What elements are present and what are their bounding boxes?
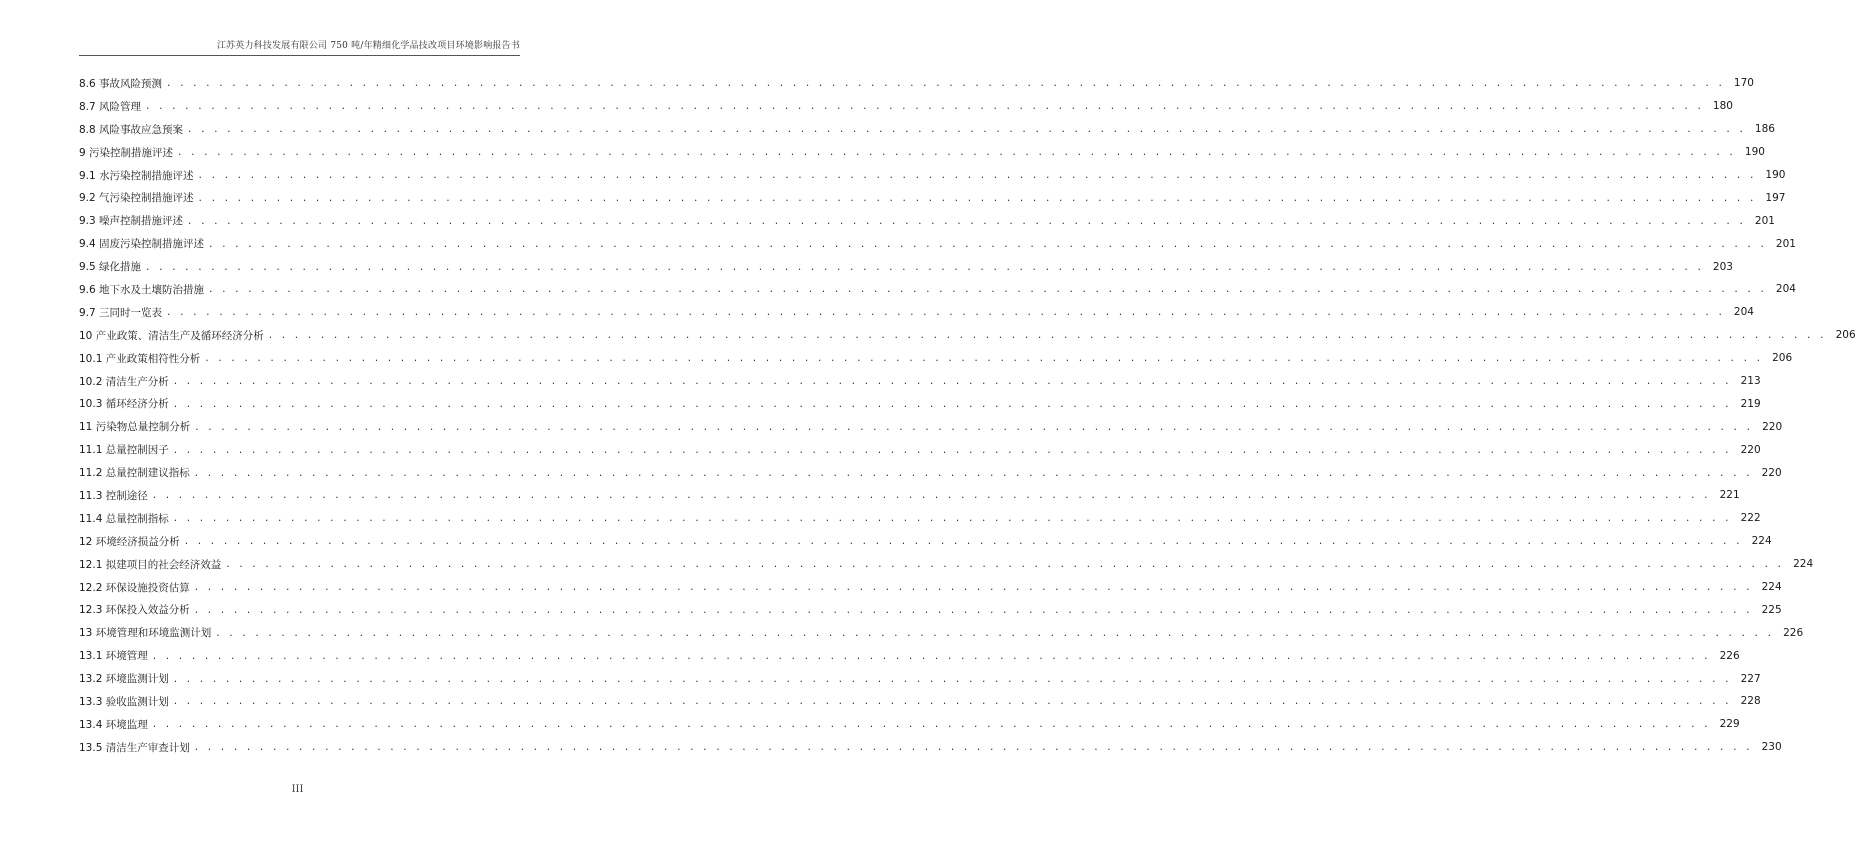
toc-dot-leader: . . . . . . . . . . . . . . . . . . . . . . . . . . . . . . . . . . . . . . . . . . . . . . . . . . . . . . . . . . . . . . . . . . . . . . . . . . . . . . . . . . . . . . . . . . . . . . . . . . . . . . . . . . . . . . . . . . . . . . . . xyxy=(197,193,1756,204)
toc-dot-leader: . . . . . . . . . . . . . . . . . . . . . . . . . . . . . . . . . . . . . . . . . . . . . . . . . . . . . . . . . . . . . . . . . . . . . . . . . . . . . . . . . . . . . . . . . . . . . . . . . . . . . . . . . . . . . . . . . . . . . . . . xyxy=(166,308,1724,319)
toc-entry-page: 227 xyxy=(1740,672,1761,685)
toc-dot-leader: . . . . . . . . . . . . . . . . . . . . . . . . . . . . . . . . . . . . . . . . . . . . . . . . . . . . . . . . . . . . . . . . . . . . . . . . . . . . . . . . . . . . . . . . . . . . . . . . . . . . . . . . . . . . . . . . . . . . . . . . xyxy=(197,171,1756,181)
toc-entry-page: 213 xyxy=(1740,375,1761,388)
toc-dot-leader: . . . . . . . . . . . . . . . . . . . . . . . . . . . . . . . . . . . . . . . . . . . . . . . . . . . . . . . . . . . . . . . . . . . . . . . . . . . . . . . . . . . . . . . . . . . . . . . . . . . . . . . . . . . . . . . . . . . . . . . . xyxy=(145,262,1703,273)
toc-entry[interactable] xyxy=(79,484,1740,507)
table-of-contents xyxy=(79,72,1856,759)
toc-entry[interactable] xyxy=(79,347,1793,370)
toc-entry[interactable] xyxy=(79,576,1782,599)
toc-dot-leader: . . . . . . . . . . . . . . . . . . . . . . . . . . . . . . . . . . . . . . . . . . . . . . . . . . . . . . . . . . . . . . . . . . . . . . . . . . . . . . . . . . . . . . . . . . . . . . . . . . . . . . . . . . . . . . . . . . . . . . . . xyxy=(193,468,1752,479)
toc-entry-title: 9.7 三同时一览表 xyxy=(79,306,163,319)
toc-dot-leader: . . . . . . . . . . . . . . . . . . . . . . . . . . . . . . . . . . . . . . . . . . . . . . . . . . . . . . . . . . . . . . . . . . . . . . . . . . . . . . . . . . . . . . . . . . . . . . . . . . . . . . . . . . . . . . . . . . . . . . . . xyxy=(151,651,1710,662)
toc-entry-page: 203 xyxy=(1712,260,1733,273)
toc-entry-title: 12 环境经济损益分析 xyxy=(79,535,180,548)
toc-dot-leader: . . . . . . . . . . . . . . . . . . . . . . . . . . . . . . . . . . . . . . . . . . . . . . . . . . . . . . . . . . . . . . . . . . . . . . . . . . . . . . . . . . . . . . . . . . . . . . . . . . . . . . . . . . . . . . . . . . . . . . . . xyxy=(204,354,1763,365)
toc-entry[interactable] xyxy=(79,141,1765,164)
toc-entry-page: 190 xyxy=(1765,169,1786,181)
toc-entry-title: 8.6 事故风险预测 xyxy=(79,77,163,90)
toc-entry-title: 12.2 环保设施投资估算 xyxy=(79,581,190,594)
toc-entry-title: 9.2 气污染控制措施评述 xyxy=(79,192,194,205)
toc-entry[interactable] xyxy=(79,232,1796,255)
toc-entry-page: 204 xyxy=(1775,283,1796,296)
toc-entry[interactable] xyxy=(79,598,1782,621)
toc-dot-leader: . . . . . . . . . . . . . . . . . . . . . . . . . . . . . . . . . . . . . . . . . . . . . . . . . . . . . . . . . . . . . . . . . . . . . . . . . . . . . . . . . . . . . . . . . . . . . . . . . . . . . . . . . . . . . . . . . . . . . . . . xyxy=(172,445,1731,456)
toc-entry-title: 12.3 环保投入效益分析 xyxy=(79,604,190,617)
toc-entry-title: 13.5 清洁生产审查计划 xyxy=(79,741,190,754)
toc-entry[interactable] xyxy=(79,667,1761,690)
toc-entry-title: 10.3 循环经济分析 xyxy=(79,398,169,411)
toc-entry-title: 12.1 拟建项目的社会经济效益 xyxy=(79,558,222,571)
toc-entry-page: 225 xyxy=(1761,603,1782,616)
toc-entry-title: 10.1 产业政策相符性分析 xyxy=(79,352,201,365)
toc-entry-page: 222 xyxy=(1740,512,1761,525)
toc-entry-title: 9 污染控制措施评述 xyxy=(79,146,174,159)
toc-entry[interactable] xyxy=(79,461,1782,484)
toc-dot-leader: . . . . . . . . . . . . . . . . . . . . . . . . . . . . . . . . . . . . . . . . . . . . . . . . . . . . . . . . . . . . . . . . . . . . . . . . . . . . . . . . . . . . . . . . . . . . . . . . . . . . . . . . . . . . . . . . . . . . . . . . xyxy=(187,216,1745,227)
toc-dot-leader: . . . . . . . . . . . . . . . . . . . . . . . . . . . . . . . . . . . . . . . . . . . . . . . . . . . . . . . . . . . . . . . . . . . . . . . . . . . . . . . . . . . . . . . . . . . . . . . . . . . . . . . . . . . . . . . . . . . . . . . . xyxy=(215,628,1774,639)
toc-dot-leader: . . . . . . . . . . . . . . . . . . . . . . . . . . . . . . . . . . . . . . . . . . . . . . . . . . . . . . . . . . . . . . . . . . . . . . . . . . . . . . . . . . . . . . . . . . . . . . . . . . . . . . . . . . . . . . . . . . . . . . . . xyxy=(208,285,1766,296)
toc-entry[interactable] xyxy=(79,255,1733,278)
toc-dot-leader: . . . . . . . . . . . . . . . . . . . . . . . . . . . . . . . . . . . . . . . . . . . . . . . . . . . . . . . . . . . . . . . . . . . . . . . . . . . . . . . . . . . . . . . . . . . . . . . . . . . . . . . . . . . . . . . . . . . . . . . . xyxy=(193,743,1752,754)
toc-entry-page: 219 xyxy=(1740,397,1761,410)
toc-entry[interactable] xyxy=(79,690,1761,713)
toc-entry-page: 206 xyxy=(1835,329,1856,342)
toc-entry-title: 9.1 水污染控制措施评述 xyxy=(79,169,194,182)
toc-entry[interactable] xyxy=(79,392,1761,415)
header-rule xyxy=(79,55,520,56)
toc-dot-leader: . . . . . . . . . . . . . . . . . . . . . . . . . . . . . . . . . . . . . . . . . . . . . . . . . . . . . . . . . . . . . . . . . . . . . . . . . . . . . . . . . . . . . . . . . . . . . . . . . . . . . . . . . . . . . . . . . . . . . . . . xyxy=(172,697,1731,708)
toc-entry-page: 220 xyxy=(1762,420,1783,433)
toc-entry-title: 11 污染物总量控制分析 xyxy=(79,421,191,434)
toc-dot-leader: . . . . . . . . . . . . . . . . . . . . . . . . . . . . . . . . . . . . . . . . . . . . . . . . . . . . . . . . . . . . . . . . . . . . . . . . . . . . . . . . . . . . . . . . . . . . . . . . . . . . . . . . . . . . . . . . . . . . . . . . xyxy=(177,148,1735,159)
toc-entry-title: 10 产业政策、清洁生产及循环经济分析 xyxy=(79,329,264,342)
toc-entry-title: 13 环境管理和环境监测计划 xyxy=(79,627,212,640)
toc-entry-page: 201 xyxy=(1754,214,1775,227)
toc-dot-leader: . . . . . . . . . . . . . . . . . . . . . . . . . . . . . . . . . . . . . . . . . . . . . . . . . . . . . . . . . . . . . . . . . . . . . . . . . . . . . . . . . . . . . . . . . . . . . . . . . . . . . . . . . . . . . . . . . . . . . . . . xyxy=(267,331,1826,342)
toc-entry-page: 229 xyxy=(1719,718,1740,731)
toc-entry-title: 9.3 噪声控制措施评述 xyxy=(79,215,184,228)
toc-entry-title: 9.4 固废污染控制措施评述 xyxy=(79,238,205,251)
toc-entry-title: 8.8 风险事故应急预案 xyxy=(79,123,184,136)
toc-entry-page: 201 xyxy=(1775,237,1796,250)
toc-entry[interactable] xyxy=(79,438,1761,461)
toc-entry-page: 197 xyxy=(1765,191,1786,204)
toc-entry[interactable] xyxy=(79,324,1856,347)
toc-entry-title: 13.2 环境监测计划 xyxy=(79,673,169,686)
toc-entry-page: 206 xyxy=(1772,352,1793,365)
toc-entry-title: 11.2 总量控制建议指标 xyxy=(79,467,190,480)
toc-dot-leader: . . . . . . . . . . . . . . . . . . . . . . . . . . . . . . . . . . . . . . . . . . . . . . . . . . . . . . . . . . . . . . . . . . . . . . . . . . . . . . . . . . . . . . . . . . . . . . . . . . . . . . . . . . . . . . . . . . . . . . . . xyxy=(172,514,1731,525)
toc-entry-page: 190 xyxy=(1744,146,1765,159)
page-number: III xyxy=(291,784,304,795)
toc-entry[interactable] xyxy=(79,95,1733,118)
running-header: 江苏英力科技发展有限公司 750 吨/年精细化学品技改项目环境影响报告书 xyxy=(216,41,520,51)
toc-entry-title: 11.4 总量控制指标 xyxy=(79,512,169,525)
toc-entry[interactable] xyxy=(79,118,1775,141)
toc-entry-page: 226 xyxy=(1783,626,1804,639)
toc-entry[interactable] xyxy=(79,713,1740,736)
toc-entry-title: 10.2 清洁生产分析 xyxy=(79,375,169,388)
toc-entry[interactable] xyxy=(79,278,1796,301)
toc-entry[interactable] xyxy=(79,553,1814,576)
toc-entry[interactable] xyxy=(79,370,1761,393)
toc-dot-leader: . . . . . . . . . . . . . . . . . . . . . . . . . . . . . . . . . . . . . . . . . . . . . . . . . . . . . . . . . . . . . . . . . . . . . . . . . . . . . . . . . . . . . . . . . . . . . . . . . . . . . . . . . . . . . . . . . . . . . . . . xyxy=(172,377,1731,388)
toc-dot-leader: . . . . . . . . . . . . . . . . . . . . . . . . . . . . . . . . . . . . . . . . . . . . . . . . . . . . . . . . . . . . . . . . . . . . . . . . . . . . . . . . . . . . . . . . . . . . . . . . . . . . . . . . . . . . . . . . . . . . . . . . xyxy=(187,125,1745,136)
toc-entry[interactable] xyxy=(79,530,1772,553)
toc-entry-page: 220 xyxy=(1740,443,1761,456)
toc-entry-title: 13.1 环境管理 xyxy=(79,650,148,663)
toc-entry[interactable] xyxy=(79,415,1783,438)
toc-entry-title: 9.6 地下水及土壤防治措施 xyxy=(79,283,205,296)
toc-entry-page: 180 xyxy=(1712,100,1733,113)
toc-entry[interactable] xyxy=(79,72,1754,95)
toc-dot-leader: . . . . . . . . . . . . . . . . . . . . . . . . . . . . . . . . . . . . . . . . . . . . . . . . . . . . . . . . . . . . . . . . . . . . . . . . . . . . . . . . . . . . . . . . . . . . . . . . . . . . . . . . . . . . . . . . . . . . . . . . xyxy=(193,605,1752,616)
toc-entry-page: 224 xyxy=(1761,581,1782,594)
toc-entry-title: 13.4 环境监理 xyxy=(79,718,148,731)
toc-entry-page: 186 xyxy=(1754,123,1775,136)
toc-entry-page: 221 xyxy=(1719,489,1740,502)
toc-entry-page: 226 xyxy=(1719,649,1740,662)
toc-dot-leader: . . . . . . . . . . . . . . . . . . . . . . . . . . . . . . . . . . . . . . . . . . . . . . . . . . . . . . . . . . . . . . . . . . . . . . . . . . . . . . . . . . . . . . . . . . . . . . . . . . . . . . . . . . . . . . . . . . . . . . . . xyxy=(172,399,1731,410)
toc-entry-title: 13.3 验收监测计划 xyxy=(79,695,169,708)
toc-entry[interactable] xyxy=(79,621,1804,644)
toc-entry-page: 224 xyxy=(1751,535,1772,548)
toc-dot-leader: . . . . . . . . . . . . . . . . . . . . . . . . . . . . . . . . . . . . . . . . . . . . . . . . . . . . . . . . . . . . . . . . . . . . . . . . . . . . . . . . . . . . . . . . . . . . . . . . . . . . . . . . . . . . . . . . . . . . . . . . xyxy=(225,560,1784,571)
toc-entry[interactable] xyxy=(79,186,1786,209)
toc-entry-page: 170 xyxy=(1733,77,1754,90)
toc-entry[interactable] xyxy=(79,736,1782,759)
toc-entry-title: 11.3 控制途径 xyxy=(79,489,148,502)
toc-dot-leader: . . . . . . . . . . . . . . . . . . . . . . . . . . . . . . . . . . . . . . . . . . . . . . . . . . . . . . . . . . . . . . . . . . . . . . . . . . . . . . . . . . . . . . . . . . . . . . . . . . . . . . . . . . . . . . . . . . . . . . . . xyxy=(151,720,1710,731)
toc-entry-page: 204 xyxy=(1733,306,1754,319)
toc-dot-leader: . . . . . . . . . . . . . . . . . . . . . . . . . . . . . . . . . . . . . . . . . . . . . . . . . . . . . . . . . . . . . . . . . . . . . . . . . . . . . . . . . . . . . . . . . . . . . . . . . . . . . . . . . . . . . . . . . . . . . . . . xyxy=(145,102,1703,113)
toc-entry-title: 9.5 绿化措施 xyxy=(79,261,142,274)
toc-dot-leader: . . . . . . . . . . . . . . . . . . . . . . . . . . . . . . . . . . . . . . . . . . . . . . . . . . . . . . . . . . . . . . . . . . . . . . . . . . . . . . . . . . . . . . . . . . . . . . . . . . . . . . . . . . . . . . . . . . . . . . . . xyxy=(208,239,1766,250)
toc-entry-page: 220 xyxy=(1761,466,1782,479)
toc-dot-leader: . . . . . . . . . . . . . . . . . . . . . . . . . . . . . . . . . . . . . . . . . . . . . . . . . . . . . . . . . . . . . . . . . . . . . . . . . . . . . . . . . . . . . . . . . . . . . . . . . . . . . . . . . . . . . . . . . . . . . . . . xyxy=(183,537,1742,548)
toc-dot-leader: . . . . . . . . . . . . . . . . . . . . . . . . . . . . . . . . . . . . . . . . . . . . . . . . . . . . . . . . . . . . . . . . . . . . . . . . . . . . . . . . . . . . . . . . . . . . . . . . . . . . . . . . . . . . . . . . . . . . . . . . xyxy=(172,674,1731,685)
toc-dot-leader: . . . . . . . . . . . . . . . . . . . . . . . . . . . . . . . . . . . . . . . . . . . . . . . . . . . . . . . . . . . . . . . . . . . . . . . . . . . . . . . . . . . . . . . . . . . . . . . . . . . . . . . . . . . . . . . . . . . . . . . . xyxy=(166,79,1724,90)
toc-dot-leader: . . . . . . . . . . . . . . . . . . . . . . . . . . . . . . . . . . . . . . . . . . . . . . . . . . . . . . . . . . . . . . . . . . . . . . . . . . . . . . . . . . . . . . . . . . . . . . . . . . . . . . . . . . . . . . . . . . . . . . . . xyxy=(194,422,1753,433)
toc-entry-title: 11.1 总量控制因子 xyxy=(79,444,169,457)
toc-entry-page: 228 xyxy=(1740,695,1761,708)
toc-entry[interactable] xyxy=(79,209,1775,232)
toc-entry-page: 224 xyxy=(1793,558,1814,571)
toc-entry[interactable] xyxy=(79,507,1761,530)
toc-dot-leader: . . . . . . . . . . . . . . . . . . . . . . . . . . . . . . . . . . . . . . . . . . . . . . . . . . . . . . . . . . . . . . . . . . . . . . . . . . . . . . . . . . . . . . . . . . . . . . . . . . . . . . . . . . . . . . . . . . . . . . . . xyxy=(151,491,1710,502)
toc-entry[interactable] xyxy=(79,644,1740,667)
toc-entry-title: 8.7 风险管理 xyxy=(79,100,142,113)
toc-entry[interactable] xyxy=(79,164,1786,187)
toc-entry[interactable] xyxy=(79,301,1754,324)
toc-entry-page: 230 xyxy=(1761,741,1782,754)
toc-dot-leader: . . . . . . . . . . . . . . . . . . . . . . . . . . . . . . . . . . . . . . . . . . . . . . . . . . . . . . . . . . . . . . . . . . . . . . . . . . . . . . . . . . . . . . . . . . . . . . . . . . . . . . . . . . . . . . . . . . . . . . . . xyxy=(193,583,1752,594)
